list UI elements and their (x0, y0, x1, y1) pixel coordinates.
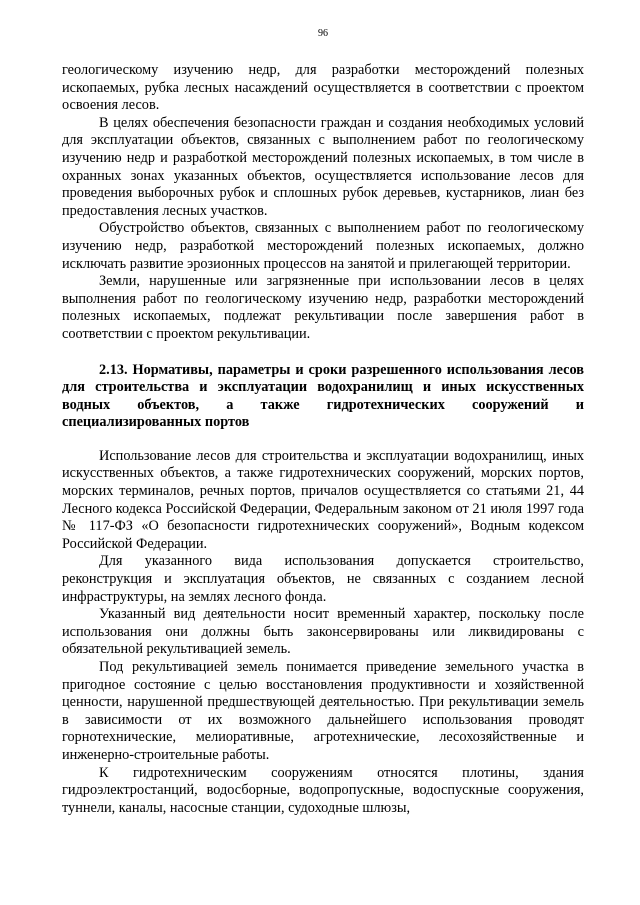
section-heading-2-13: 2.13. Нормативы, параметры и сроки разрешенного использования лесов для строительства и эксплуатации водохранилищ и иных искусственных водных объектов, а также гидротехнических сооружений и специализированных портов (62, 361, 584, 431)
paragraph-recultivation-definition: Под рекультивацией земель понимается приведение земельного участка в пригодное состояние с целью восстановления продуктивности и хозяйственной ценности, нарушенной предшествующей деятельностью. При рекультивации земель в зависимости от их возможного дальнейшего использования проводят горнотехнические, мелиоративные, агротехнические, лесохозяйственные и инженерно-строительные работы. (62, 659, 584, 763)
paragraph-continuation: геологическому изучению недр, для разработки месторождений полезных ископаемых, рубка лесных насаждений осуществляется в соответствии с проектом освоения лесов. (62, 62, 584, 114)
paragraph-temporary-nature: Указанный вид деятельности носит временный характер, поскольку после использования они должны быть законсервированы или ликвидированы с обязательной рекультивацией земель. (62, 606, 584, 658)
page-number: 96 (318, 28, 328, 39)
paragraph-safety-clearing: В целях обеспечения безопасности граждан и создания необходимых условий для эксплуатации объектов, связанных с выполнением работ по геологическому изучению недр и разработкой месторождений полезных ископаемых, в том числе в охранных зонах указанных объектов, осуществляется использование лесов для проведения выборочных рубок и сплошных рубок деревьев, кустарников, лиан без предоставления лесных участков. (62, 114, 584, 219)
paragraph-erosion: Обустройство объектов, связанных с выполнением работ по геологическому изучению недр, разработкой месторождений полезных ископаемых, должно исключать развитие эрозионных процессов на занятой и прилегающей территории. (62, 220, 584, 272)
paragraph-permitted-construction: Для указанного вида использования допускается строительство, реконструкция и эксплуатация объектов, не связанных с созданием лесной инфраструктуры, на землях лесного фонда. (62, 553, 584, 605)
paragraph-hydraulic-structures: К гидротехническим сооружениям относятся плотины, здания гидроэлектростанций, водосборные, водопропускные, водоспускные сооружения, туннели, каналы, насосные станции, судоходные шлюзы, (62, 764, 584, 816)
paragraph-recultivation-geology: Земли, нарушенные или загрязненные при использовании лесов в целях выполнения работ по геологическому изучению недр, разработки месторождений полезных ископаемых, подлежат рекультивации после завершения работ в соответствии с проектом рекультивации. (62, 273, 584, 342)
paragraph-legal-basis: Использование лесов для строительства и эксплуатации водохранилищ, иных искусственных объектов, а также гидротехнических сооружений, морских портов, морских терминалов, речных портов, причалов осуществляется со статьями 21, 44 Лесного кодекса Российской Федерации, Федеральным законом от 21 июля 1997 года № 117-ФЗ «О безопасности гидротехнических сооружений», Водным кодексом Российской Федерации. (62, 447, 584, 552)
